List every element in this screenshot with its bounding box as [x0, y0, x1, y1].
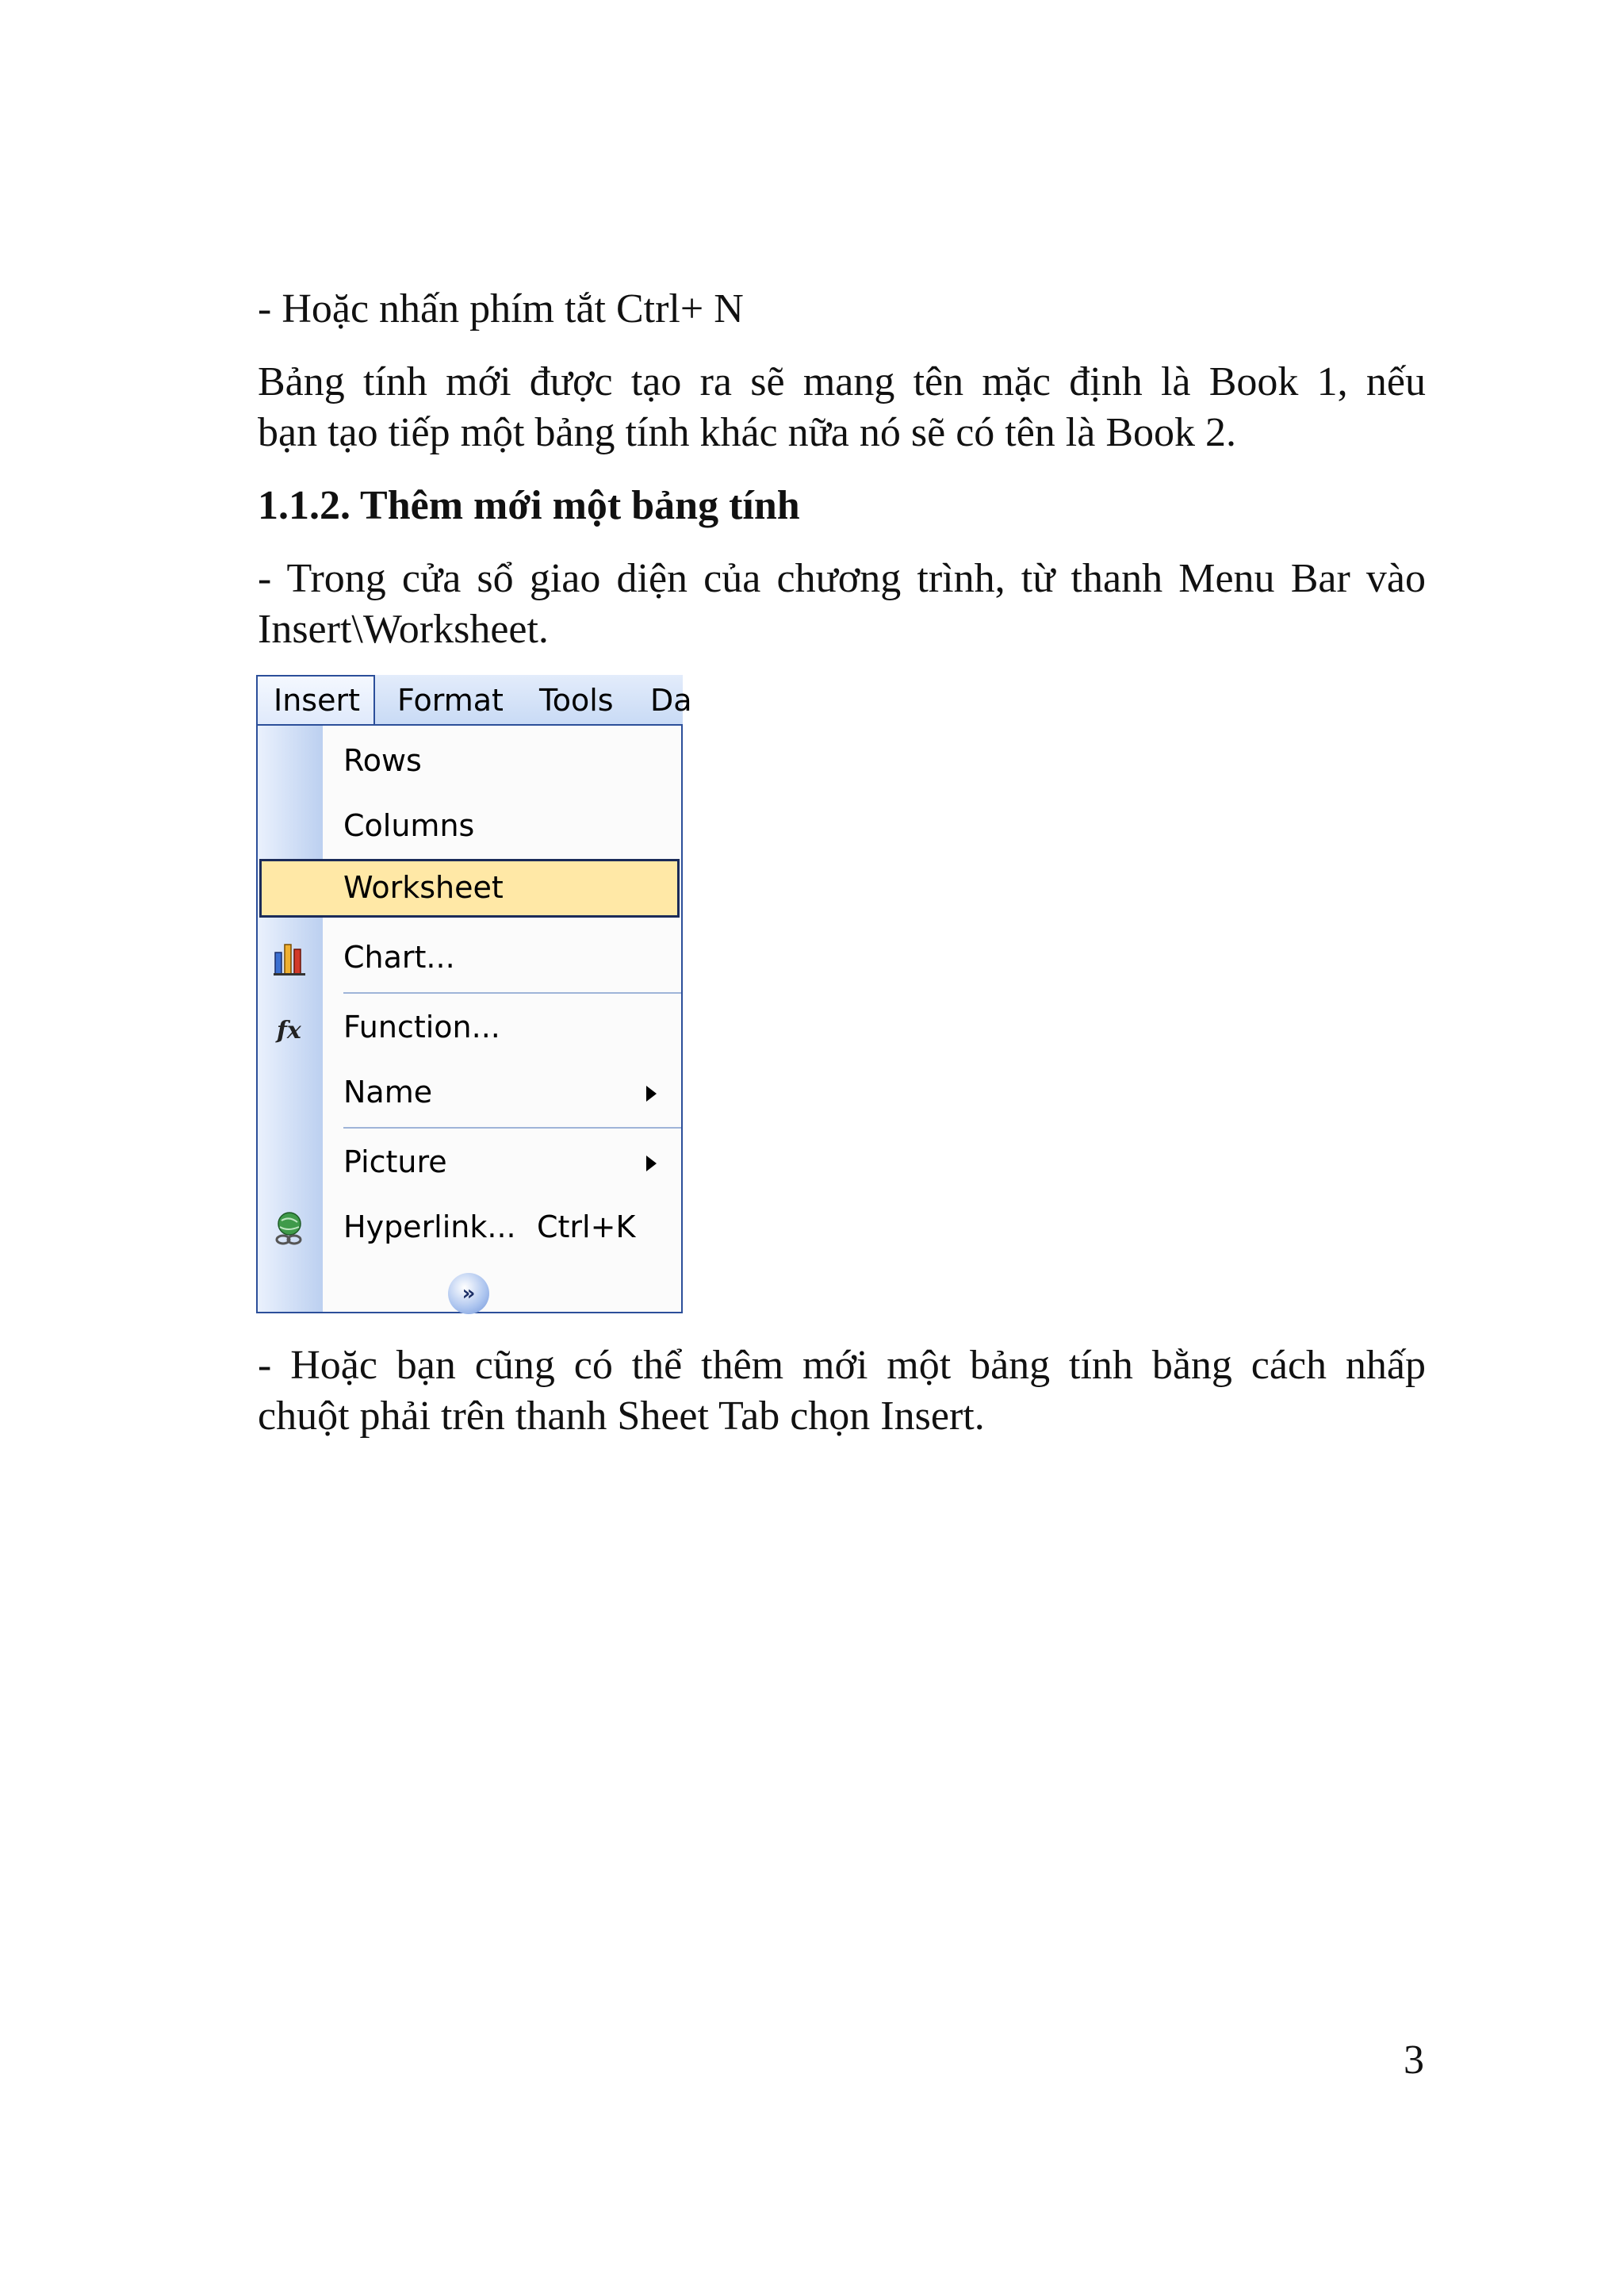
menu-data[interactable]: Da	[650, 683, 692, 718]
menu-insert[interactable]: Insert	[256, 675, 375, 726]
text-menu-line1: - Trong cửa sổ giao diện của chương trình, từ thanh Menu Bar vào	[258, 556, 1426, 601]
text-menu-line2: Insert\Worksheet.	[258, 607, 549, 652]
menu-item-picture[interactable]: Picture	[258, 1133, 681, 1190]
menu-separator	[343, 1127, 681, 1129]
menu-format[interactable]: Format	[397, 683, 504, 718]
hyperlink-icon	[270, 1209, 312, 1248]
insert-dropdown	[256, 724, 683, 1313]
menu-item-chart[interactable]: Chart...	[258, 929, 681, 986]
menu-tools[interactable]: Tools	[539, 683, 614, 718]
text-book-line1: Bảng tính mới được tạo ra sẽ mang tên mặc định là Book 1, nếu	[258, 359, 1426, 404]
submenu-arrow-icon	[646, 1086, 657, 1102]
menu-item-hyperlink[interactable]: Hyperlink... Ctrl+K	[258, 1198, 681, 1255]
text-book-line2: bạn tạo tiếp một bảng tính khác nữa nó sẽ có tên là Book 2.	[258, 410, 1237, 455]
text-sheet-line1: - Hoặc bạn cũng có thể thêm mới một bảng tính bằng cách nhấp	[258, 1343, 1426, 1388]
menu-item-function[interactable]: fx Function...	[258, 999, 681, 1056]
text-sheet-line2: chuột phải trên thanh Sheet Tab chọn Insert.	[258, 1393, 985, 1439]
menu-item-worksheet[interactable]: Worksheet	[259, 859, 680, 918]
chart-icon	[270, 940, 312, 978]
page-number: 3	[1404, 2037, 1424, 2083]
expand-chevron-icon[interactable]: »	[448, 1273, 489, 1314]
insert-menu-screenshot	[256, 675, 692, 1313]
menu-separator	[343, 992, 681, 994]
menu-item-rows[interactable]: Rows	[343, 743, 422, 778]
svg-text:fx: fx	[277, 1017, 301, 1045]
menu-item-name[interactable]: Name	[258, 1064, 681, 1121]
menu-item-columns[interactable]: Columns	[343, 808, 475, 843]
submenu-arrow-icon	[646, 1156, 657, 1171]
function-icon	[270, 1010, 312, 1048]
shortcut-label: Ctrl+K	[537, 1209, 636, 1244]
text-ctrl-n: - Hoặc nhấn phím tắt Ctrl+ N	[258, 286, 744, 332]
menu-bar	[256, 675, 692, 726]
section-heading: 1.1.2. Thêm mới một bảng tính	[258, 483, 800, 528]
